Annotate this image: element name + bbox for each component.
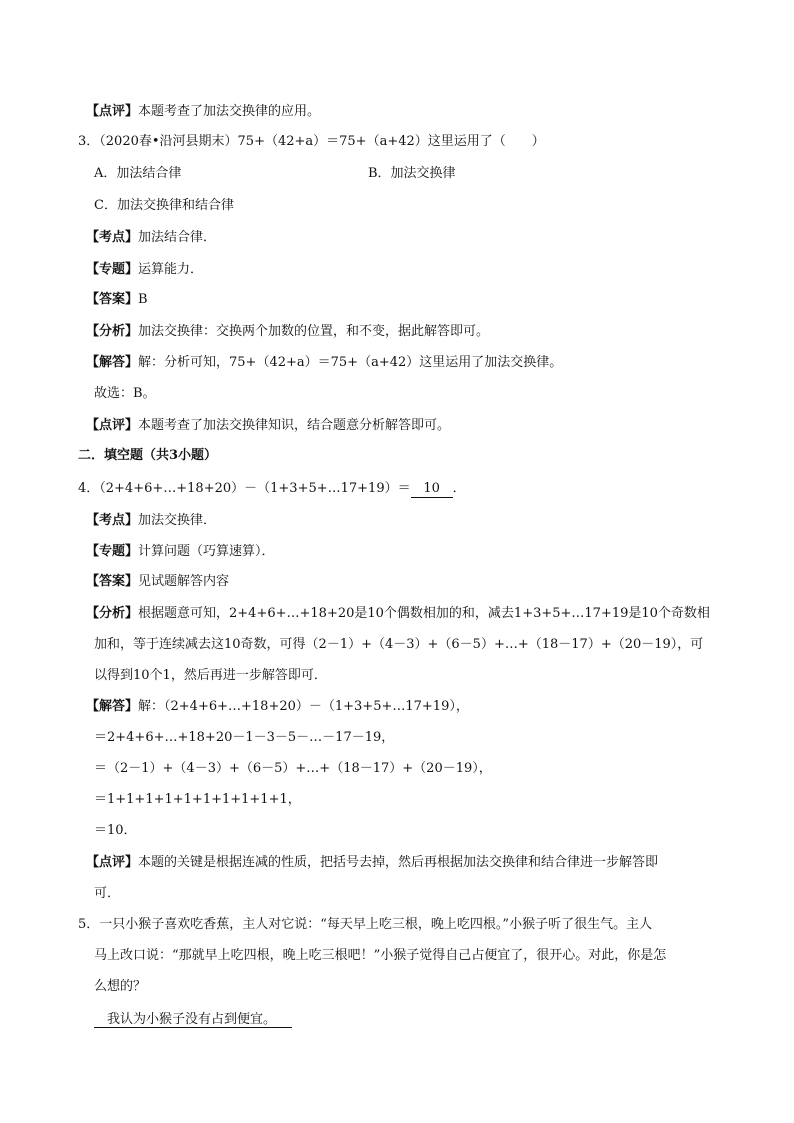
section-tag: 【专题】 [86,544,139,559]
text-line: 么想的？ [94,979,147,994]
answer-blank: 10 [411,481,453,498]
section-tag: 【考点】 [86,513,139,528]
section-tag: 【答案】 [86,292,139,307]
section-tag: 【专题】 [86,262,139,277]
section-tag: 【解答】 [86,699,139,714]
section-tag: 【点评】 [86,418,139,433]
text-line: C．加法交换律和结合律 [94,198,234,213]
text-line: A．加法结合律 [94,166,182,181]
text-line [86,355,562,371]
line-text: 加法交换律：交换两个加数的位置，和不变，据此解答即可。 [138,324,490,339]
text-line [86,574,229,590]
text-line: 可． [94,886,121,901]
line-text: 本题的关键是根据连减的性质，把括号去掉，然后再根据加法交换律和结合律进一步解答即 [138,855,659,870]
line-text: 本题考查了加法交换律的应用。 [138,104,321,119]
section-tag: 【解答】 [86,355,139,370]
text-line [86,699,469,715]
text-line [86,230,216,246]
text-line: 加和，等于连续减去这10奇数，可得（2－1）+（4－3）+（6－5）+…+（18－17）+（20－19），可 [94,637,704,652]
text-line [86,418,450,434]
line-text: 本题考查了加法交换律知识，结合题意分析解答即可。 [138,418,451,433]
text-line: 5．一只小猴子喜欢吃香蕉，主人对它说：“每天早上吃三根，晚上吃四根。”小猴子听了很生气。主人 [78,917,653,932]
text-line [86,606,710,622]
section-tag: 【考点】 [86,230,139,245]
line-text: 解：（2+4+6+…+18+20）－（1+3+5+…17+19）， [138,699,469,714]
text-line: ＝1+1+1+1+1+1+1+1+1+1， [94,792,301,807]
line-text: 解：分析可知，75+（42+a）＝75+（a+42）这里运用了加法交换律。 [138,355,563,370]
question-line [78,481,466,498]
text-line [86,292,148,308]
text-line: 故选：B。 [94,386,156,401]
line-text: 运算能力． [138,262,204,277]
text-line: 马上改口说：“那就早上吃四根，晚上吃三根吧！”小猴子觉得自己占便宜了，很开心。对此，你是怎 [94,948,667,963]
text-line: ＝2+4+6+…+18+20－1－3－5－…－17－19， [94,730,395,745]
answer-line [94,1012,292,1028]
answer-text: 我认为小猴子没有占到便宜。 [94,1012,292,1028]
text-line [86,544,275,560]
text-line [86,262,203,278]
question-text: ． [452,481,466,496]
text-line [86,324,489,340]
line-text: 加法交换律． [138,513,217,528]
question-text: 4．（2+4+6+…+18+20）－（1+3+5+…17+19）＝ [78,481,411,496]
line-text: 根据题意可知，2+4+6+…+18+20是10个偶数相加的和，减去1+3+5+…17+19是10个奇数相 [138,606,710,621]
text-line: ＝10． [94,823,137,838]
section-tag: 【点评】 [86,855,139,870]
text-line: ＝（2－1）+（4－3）+（6－5）+…+（18－17）+（20－19）， [94,761,492,776]
text-line: B．加法交换律 [368,166,456,181]
line-text: 计算问题（巧算速算）． [138,544,275,559]
text-line [86,855,658,871]
line-text: 见试题解答内容 [138,574,230,589]
text-line: 以得到10个1，然后再进一步解答即可． [94,668,327,683]
text-line: 3．（2020春•沿河县期末）75+（42+a）＝75+（a+42）这里运用了（ ） [78,134,545,149]
section-tag: 【分析】 [86,324,139,339]
line-text: B [138,292,148,307]
text-line [86,513,216,529]
line-text: 加法结合律． [138,230,217,245]
section-tag: 【答案】 [86,574,139,589]
section-tag: 【点评】 [86,104,139,119]
text-line [86,104,320,120]
section-heading: 二．填空题（共3小题） [78,448,218,463]
section-tag: 【分析】 [86,606,139,621]
